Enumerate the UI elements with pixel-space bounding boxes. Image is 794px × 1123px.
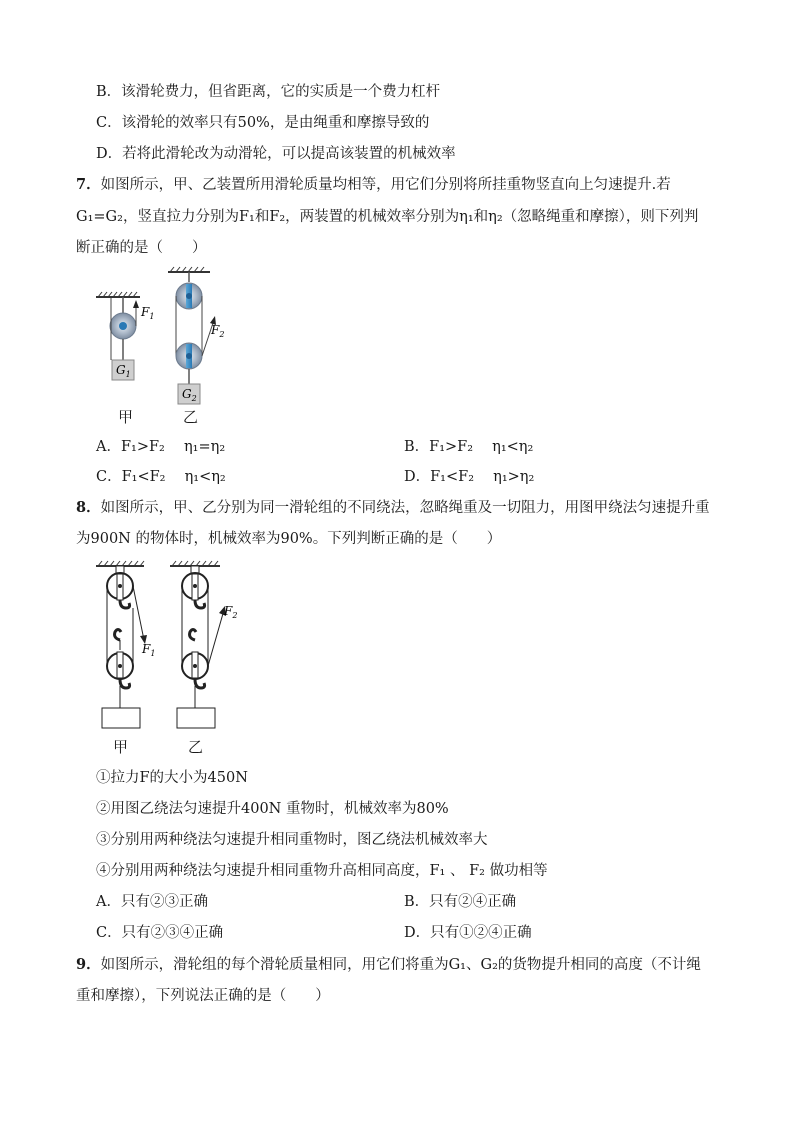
q8-pulley-figure	[92, 558, 252, 733]
q8-statement-3: ③分别用两种绕法匀速提升相同重物时，图乙绕法机械效率大	[96, 832, 488, 848]
q7-g1-label: $G_1$	[116, 363, 131, 379]
q7-pulley-block	[168, 267, 216, 404]
q8-stem-line2: 为900N 的物体时，机械效率为90%。下列判断正确的是（ ）	[76, 531, 502, 547]
q9-text-1: 如图所示，滑轮组的每个滑轮质量相同，用它们将重为G₁、G₂的货物提升相同的高度（不计绳	[100, 957, 701, 973]
q8-f1-label: $F_1$	[142, 642, 156, 658]
q8-pulley-right	[170, 561, 226, 728]
q8-pulley-left	[96, 561, 147, 728]
q8-statement-1: ①拉力F的大小为450N	[96, 770, 248, 786]
q6-option-b: B．该滑轮费力，但省距离，它的实质是一个费力杠杆	[96, 84, 441, 100]
q7-stem-line3: 断正确的是（ ）	[76, 240, 207, 256]
q7-pulley-figure	[90, 264, 240, 429]
q9-stem-line2: 重和摩擦），下列说法正确的是（ ）	[76, 988, 330, 1004]
q8-option-b: B．只有②④正确	[404, 894, 517, 910]
q8-number: 8．	[76, 499, 101, 516]
q7-option-a: A．F₁>F₂ η₁=η₂	[96, 439, 226, 455]
q7-label-left: 甲	[118, 408, 134, 426]
q8-option-c: C．只有②③④正确	[96, 925, 224, 941]
q7-f1-label: $F_1$	[141, 305, 155, 321]
q9-stem-line1	[76, 955, 701, 975]
q8-option-d: D．只有①②④正确	[404, 925, 532, 941]
q8-label-left: 甲	[113, 738, 129, 756]
q8-text-1: 如图所示，甲、乙分别为同一滑轮组的不同绕法，忽略绳重及一切阻力，用图甲绕法匀速提升重	[100, 500, 710, 516]
q7-text-1: 如图所示，甲、乙装置所用滑轮质量均相等，用它们分别将所挂重物竖直向上匀速提升.若	[100, 177, 671, 193]
q7-number: 7．	[76, 176, 101, 193]
q7-g2-label: $G_2$	[182, 387, 197, 403]
q7-stem-line2: G₁=G₂，竖直拉力分别为F₁和F₂，两装置的机械效率分别为η₁和η₂（忽略绳重和摩擦），则下列判	[76, 209, 699, 225]
q7-option-b: B．F₁>F₂ η₁<η₂	[404, 439, 534, 455]
q8-label-right: 乙	[188, 738, 204, 756]
q7-option-d: D．F₁<F₂ η₁>η₂	[404, 469, 535, 485]
q7-f2-label: $F_2$	[211, 323, 225, 339]
q8-f2-label: $F_2$	[224, 604, 238, 620]
q6-option-d: D．若将此滑轮改为动滑轮，可以提高该装置的机械效率	[96, 146, 456, 162]
q8-statement-2: ②用图乙绕法匀速提升400N 重物时，机械效率为80%	[96, 801, 449, 817]
q9-number: 9．	[76, 956, 101, 973]
q8-option-a: A．只有②③正确	[96, 894, 208, 910]
q6-option-c: C．该滑轮的效率只有50%，是由绳重和摩擦导致的	[96, 115, 430, 131]
q8-stem-line1	[76, 498, 710, 518]
q7-stem-line1	[76, 175, 671, 195]
q7-option-c: C．F₁<F₂ η₁<η₂	[96, 469, 226, 485]
q7-label-right: 乙	[183, 408, 199, 426]
q8-statement-4: ④分别用两种绕法匀速提升相同重物升高相同高度，F₁ 、 F₂ 做功相等	[96, 863, 548, 879]
